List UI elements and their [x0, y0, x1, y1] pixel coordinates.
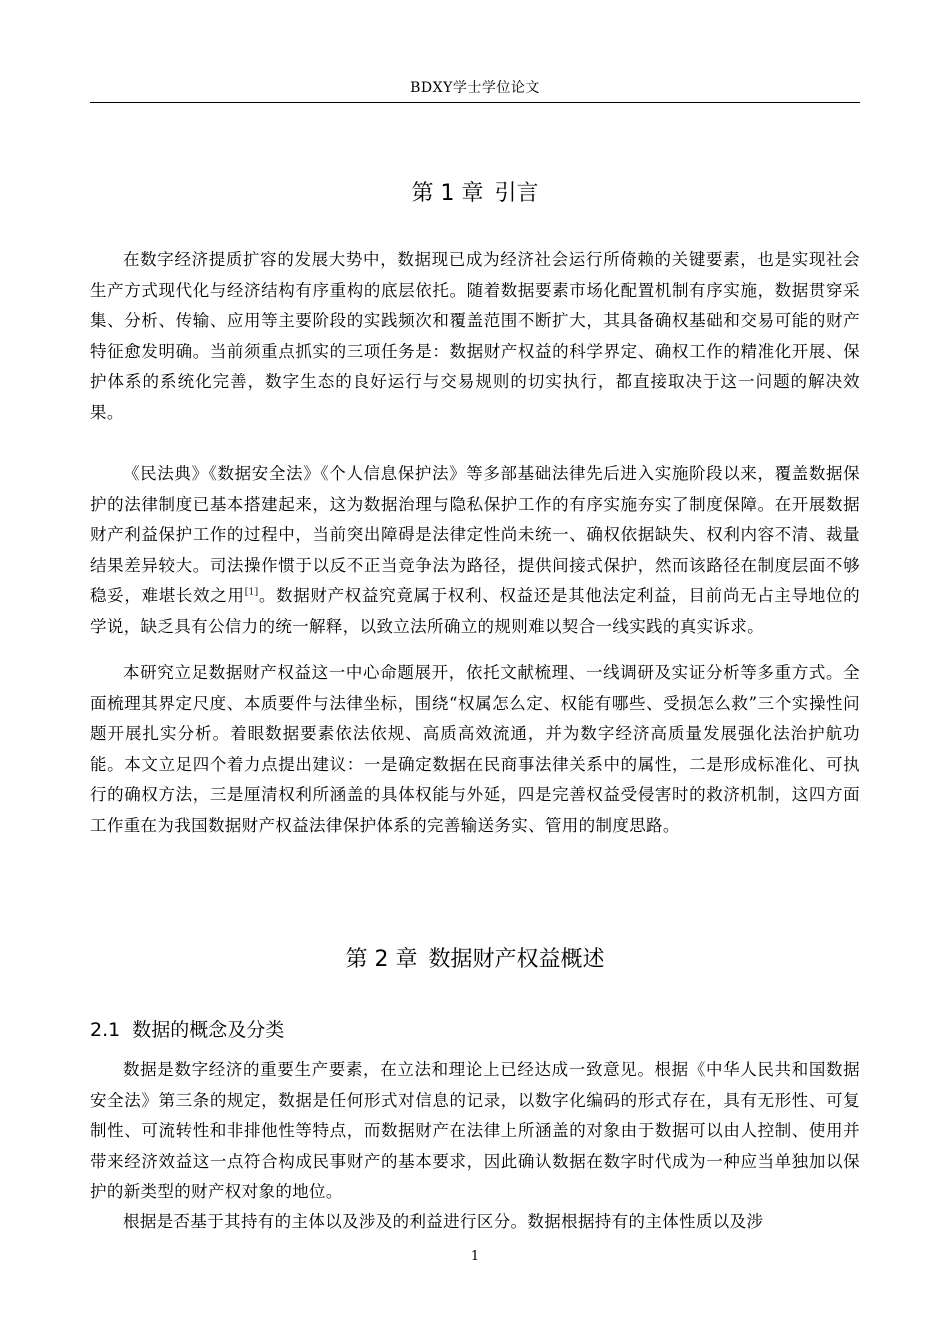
- section-2-1-paragraph-1: 数据是数字经济的重要生产要素，在立法和理论上已经达成一致意见。根据《中华人民共和国数据安全法》第三条的规定，数据是任何形式对信息的记录，以数字化编码的形式存在，具有无形性、可复制性、可流转性和非排他性等特点，而数据财产在法律上所涵盖的对象由于数据可以由人控制、使用并带来经济效益这一点符合构成民事财产的基本要求，因此确认数据在数字时代成为一种应当单独加以保护的新类型的财产权对象的地位。: [90, 1060, 860, 1201]
- section-2-1-paragraph-2: 根据是否基于其持有的主体以及涉及的利益进行区分。数据根据持有的主体性质以及涉: [123, 1212, 764, 1231]
- paragraph-2-text-b: 。数据财产权益究竟属于权利、权益还是其他法定利益，目前尚无占主导地位的学说，缺乏具有公信力的统一解释，以致立法所确立的规则难以契合一线实践的真实诉求。: [90, 586, 861, 636]
- running-header: BDXY学士学位论文: [410, 80, 540, 96]
- chapter-1-title-text: 引言: [494, 181, 539, 206]
- chapter-1-paragraph-3: 本研究立足数据财产权益这一中心命题展开，依托文献梳理、一线调研及实证分析等多重方式。全面梳理其界定尺度、本质要件与法律坐标，围绕“权属怎么定、权能有哪些、受损怎么救”三个实操性问题开展扎实分析。着眼数据要素依法依规、高质高效流通，并为数字经济高质量发展强化法治护航功能。本文立足四个着力点提出建议：一是确定数据在民商事法律关系中的属性，二是形成标准化、可执行的确权方法，三是厘清权利所涵盖的具体权能与外延，四是完善权益受侵害时的救济机制，这四方面工作重在为我国数据财产权益法律保护体系的完善输送务实、管用的制度思路。: [90, 663, 860, 835]
- chapter-1-number: 第 1 章: [411, 181, 484, 206]
- page-number: 1: [470, 1249, 480, 1264]
- chapter-2-number: 第 2 章: [345, 947, 418, 972]
- section-title-text: 数据的概念及分类: [132, 1019, 285, 1041]
- chapter-1-title: [90, 180, 860, 208]
- header-rule: [90, 102, 860, 103]
- chapter-2-title-text: 数据财产权益概述: [428, 947, 605, 972]
- chapter-2-title: [90, 946, 860, 974]
- section-number: 2.1: [90, 1019, 121, 1041]
- chapter-1-paragraph-1: 在数字经济提质扩容的发展大势中，数据现已成为经济社会运行所倚赖的关键要素，也是实现社会生产方式现代化与经济结构有序重构的底层依托。随着数据要素市场化配置机制有序实施，数据贯穿采集、分析、传输、应用等主要阶段的实践频次和覆盖范围不断扩大，其具备确权基础和交易可能的财产特征愈发明确。当前须重点抓实的三项任务是：数据财产权益的科学界定、确权工作的精准化开展、保护体系的系统化完善，数字生态的良好运行与交易规则的切实执行，都直接取决于这一问题的解决效果。: [90, 250, 860, 422]
- paragraph-2-text-a: 《民法典》《数据安全法》《个人信息保护法》等多部基础法律先后进入实施阶段以来，覆盖数据保护的法律制度已基本搭建起来，这为数据治理与隐私保护工作的有序实施夯实了制度保障。在开展数据财产利益保护工作的过程中，当前突出障碍是法律定性尚未统一、确权依据缺失、权利内容不清、裁量结果差异较大。司法操作惯于以反不正当竞争法为路径，提供间接式保护，然而该路径在制度层面不够稳妥，难堪长效之用: [90, 464, 860, 605]
- citation-ref: [1]: [244, 587, 259, 598]
- chapter-1-paragraph-2: [90, 459, 860, 642]
- section-2-1-heading: [90, 1018, 860, 1042]
